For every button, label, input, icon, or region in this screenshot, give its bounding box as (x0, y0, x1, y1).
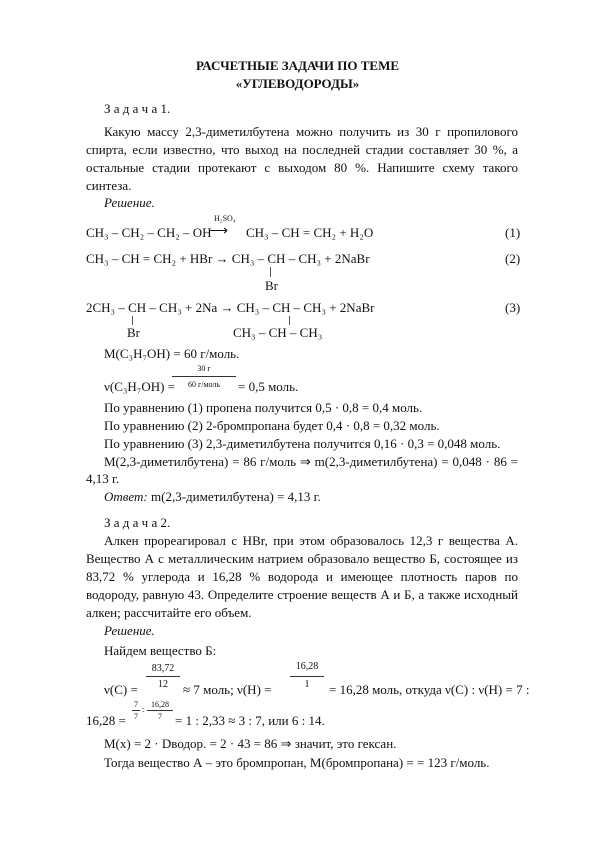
nu-h-fraction-line (290, 676, 324, 677)
reaction3: 2CH₃ – CH – CH₃ + 2Na → CH₃ – CH – CH₃ + 2NaBr (86, 300, 375, 315)
task2-text-5: алкен; рассчитайте его объем. (86, 605, 252, 620)
step-3: По уравнению (3) 2,3-диметилбутена получится 0,16 · 0,3 = 0,048 моль. (104, 436, 501, 451)
task1-text-1: Какую массу 2,3-диметилбутена можно получить из 30 г пропилового (104, 124, 518, 139)
nu-c-numerator: 83,72 (151, 663, 175, 674)
moles-fraction-line (172, 376, 236, 377)
molar-mass-line: M(C₃H₇OH) = 60 г/моль. (104, 346, 240, 361)
ratio-line-1 (132, 710, 140, 711)
ratio-colon: : (142, 705, 145, 714)
nu-h-result: = 16,28 моль, откуда ν(C) : ν(H) = 7 : (329, 682, 530, 697)
reaction1-left: CH₃ – CH₂ – CH₂ – OH (86, 225, 212, 240)
step-4-cont: 4,13 г. (86, 471, 120, 486)
reaction1-number: (1) (505, 225, 521, 240)
task2-solution-label: Решение. (104, 623, 155, 638)
task1-heading: З а д а ч а 1. (104, 101, 171, 116)
step-2: По уравнению (2) 2-бромпропана будет 0,4 · 0,8 = 0,32 моль. (104, 418, 440, 433)
nu-h-denominator: 1 (304, 679, 310, 690)
moles-numerator: 30 г (197, 364, 211, 373)
ratio-line-2 (147, 710, 173, 711)
reaction3-bond-2 (289, 316, 290, 325)
reaction2-br: Br (265, 278, 278, 293)
reaction3-br: Br (127, 325, 140, 340)
answer-label: Ответ: (104, 489, 148, 504)
ratio-rhs: = 1 : 2,33 ≈ 3 : 7, или 6 : 14. (175, 713, 325, 728)
reaction3-bond-1 (132, 316, 133, 325)
nu-h-numerator: 16,28 (295, 661, 319, 672)
nu-c-lhs: ν(C) = (104, 682, 138, 697)
moles-denominator: 60 г/моль (187, 380, 221, 389)
title-line-2: «УГЛЕВОДОРОДЫ» (235, 76, 360, 91)
reaction2-bond (270, 267, 271, 277)
reaction1-arrow: ⟶ (208, 224, 229, 239)
task1-text-2: спирта, если известно, что выход на последней стадии составляет 30 %, а (86, 142, 518, 157)
title-line-1: РАСЧЕТНЫЕ ЗАДАЧИ ПО ТЕМЕ (195, 58, 400, 73)
nu-c-fraction-line (146, 676, 180, 677)
task2-text-4: водороду, равную 43. Определите строение веществ А и Б, а также исходный (86, 587, 518, 602)
task1-text-4: синтеза. (86, 178, 132, 193)
reaction2-number: (2) (505, 251, 521, 266)
task1-answer (104, 489, 321, 505)
nu-c-denominator: 12 (158, 679, 168, 690)
reaction1-right: CH₃ – CH = CH₂ + H₂O (246, 225, 374, 240)
reaction2: CH₃ – CH = CH₂ + HBr → CH₃ – CH – CH₃ + 2NaBr (86, 251, 370, 266)
reaction1-condition: H₂SO₄ (214, 214, 236, 223)
molar-mass-x: M(x) = 2 · Dводор. = 2 · 43 = 86 ⇒ значит, это гексан. (104, 736, 397, 751)
task2-text-1: Алкен прореагировал с HBr, при этом образовалось 12,3 г вещества А. (104, 533, 518, 548)
reaction3-substituent: CH₃ – CH – CH₃ (233, 325, 323, 340)
answer-value: m(2,3-диметилбутена) = 4,13 г. (151, 489, 321, 504)
reaction3-number: (3) (505, 300, 521, 315)
task2-heading: З а д а ч а 2. (104, 515, 171, 530)
step-4: M(2,3-диметилбутена) = 86 г/моль ⇒ m(2,3-диметилбутена) = 0,048 · 86 = (104, 454, 518, 469)
ratio-den-1: 7 (134, 712, 138, 721)
step-1: По уравнению (1) пропена получится 0,5 · 0,8 = 0,4 моль. (104, 400, 423, 415)
task2-text-3: 83,72 % углерода и 16,28 % водорода и имеющее плотность паров по (86, 569, 518, 584)
task2-text-2: Вещество А с металлическим натрием образовало вещество Б, состоящее из (86, 551, 518, 566)
final-line: Тогда вещество А – это бромпропан, M(бромпропана) = = 123 г/моль. (104, 755, 490, 770)
nu-c-result: ≈ 7 моль; ν(H) = (183, 682, 272, 697)
moles-lhs: ν(C₃H₇OH) = (104, 379, 176, 394)
ratio-num-1: 7 (134, 700, 138, 709)
moles-rhs: = 0,5 моль. (238, 379, 299, 394)
ratio-lhs: 16,28 = (86, 713, 126, 728)
ratio-den-2: 7 (158, 712, 162, 721)
find-substance: Найдем вещество Б: (104, 643, 217, 658)
task1-text-3: остальные стадии протекают с выходом 80 %. Напишите схему такого (86, 160, 518, 175)
ratio-num-2: 16,28 (151, 700, 169, 709)
task1-solution-label: Решение. (104, 195, 155, 210)
